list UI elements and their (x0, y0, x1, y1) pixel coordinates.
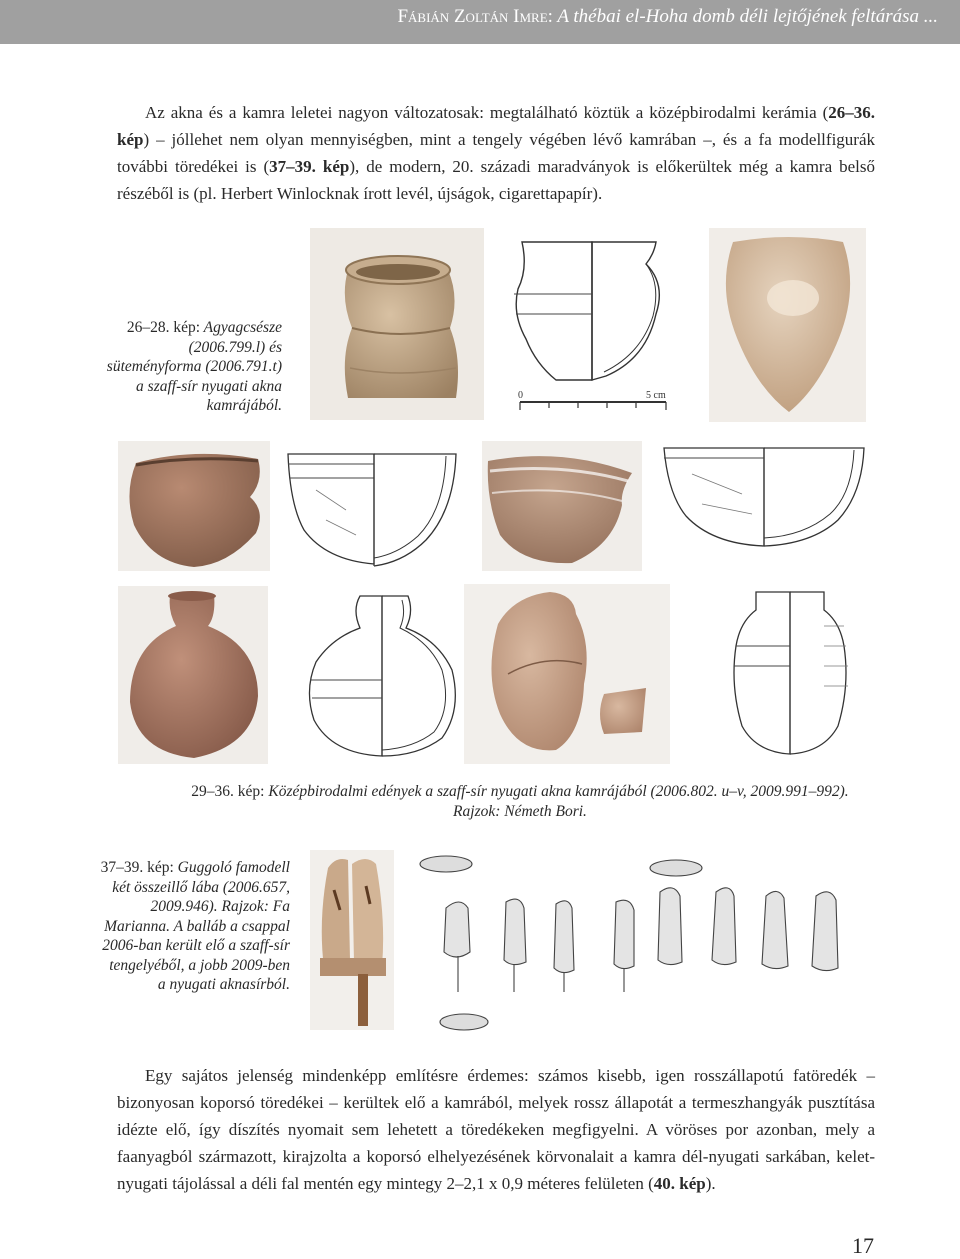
para1-figure-ref-2: 37–39. kép (269, 157, 350, 176)
caption2-credit: Rajzok: Németh Bori. (453, 802, 587, 820)
caption3-text: Guggoló famodell két összeillő lába (2006.657, 2009.946). Rajzok: Fa Marianna. A balláb a csappal 2006-ban került elő a szaff-sír tengelyéből, a jobb 2009-ben a nyugati aknasírból. (102, 859, 290, 993)
photo-bowl-2 (482, 441, 642, 571)
running-header-text (397, 6, 938, 28)
photo-cake-mould (709, 228, 866, 422)
caption1-ref: 26–28. kép: (126, 319, 201, 336)
para1-figure-ref-1: 26–36. kép (117, 103, 875, 149)
caption1-text: Agyagcsésze (2006.799.l) és süteményforma (2006.791.t) a szaff-sír nyugati akna kamrájából. (106, 319, 282, 414)
caption2-line1: Középbirodalmi edények a szaff-sír nyugati akna kamrájából (2006.802. u–v, 2009.991–992). (268, 783, 849, 800)
drawing-bowl-1 (286, 450, 460, 570)
drawing-jar-1 (302, 590, 466, 762)
photo-jar-fragments (464, 584, 670, 764)
para1-text-2: ) – jóllehet nem olyan mennyiségben, mint a tengely végében lévő kamrában –, és a fa modellfigurák további töredékei is ( (117, 130, 875, 176)
para2-text-2: ). (705, 1174, 716, 1193)
photo-clay-cup (310, 228, 484, 420)
photo-wooden-model-legs (310, 850, 394, 1030)
para1-text-3: ), de modern, 20. századi maradványok is előkerültek még a kamra belső részéből is (pl. Herbert Winlocknak írott levél, újságok, cigarettapapír). (117, 157, 875, 203)
caption-figures-26-28 (100, 318, 282, 416)
header-author: Fábián Zoltán Imre: (397, 6, 553, 27)
scale-bar-zero: 0 (518, 390, 523, 401)
photo-jar-1 (118, 586, 268, 764)
photo-bowl-1 (118, 441, 270, 571)
header-title: A thébai el-Hoha domb déli lejtőjének feltárása ... (557, 6, 938, 27)
drawing-bowl-2 (662, 444, 868, 550)
paragraph-intro (117, 99, 875, 207)
scale-bar-five-cm: 5 cm (646, 390, 666, 401)
para1-text-1: Az akna és a kamra leletei nagyon változatosak: megtalálható köztük a középbirodalmi kerámia ( (145, 103, 829, 122)
running-header (0, 0, 960, 44)
para2-text-1: Egy sajátos jelenség mindenképp említésre érdemes: számos kisebb, igen rosszállapotú fatöredék – bizonyosan koporsó töredékei – kerültek elő a kamrából, melyek rossz állapotát a termeszhangyák pusztítása idézte elő, így díszítés nyomait sem lehetett a töredékeken megfigyelni. A vöröses por azonban, mely a faanyagból származott, kirajzolta a koporsó elhelyezésének körvonalait a kamra dél-nyugati sarkában, kelet-nyugati tájolással a déli fal mentén egy mintegy 2–2,1 x 0,9 méteres felületen ( (117, 1066, 875, 1193)
drawing-cup-profile (506, 234, 678, 420)
caption3-ref: 37–39. kép: (100, 859, 174, 876)
page-number: 17 (852, 1233, 874, 1258)
caption-figures-29-36 (170, 782, 870, 821)
paragraph-coffin (117, 1062, 875, 1197)
caption2-ref: 29–36. kép: (191, 783, 265, 800)
para2-figure-ref: 40. kép (653, 1174, 706, 1193)
caption-figures-37-39 (100, 858, 290, 995)
drawing-jar-2 (720, 586, 860, 762)
drawing-model-legs (416, 852, 856, 1038)
